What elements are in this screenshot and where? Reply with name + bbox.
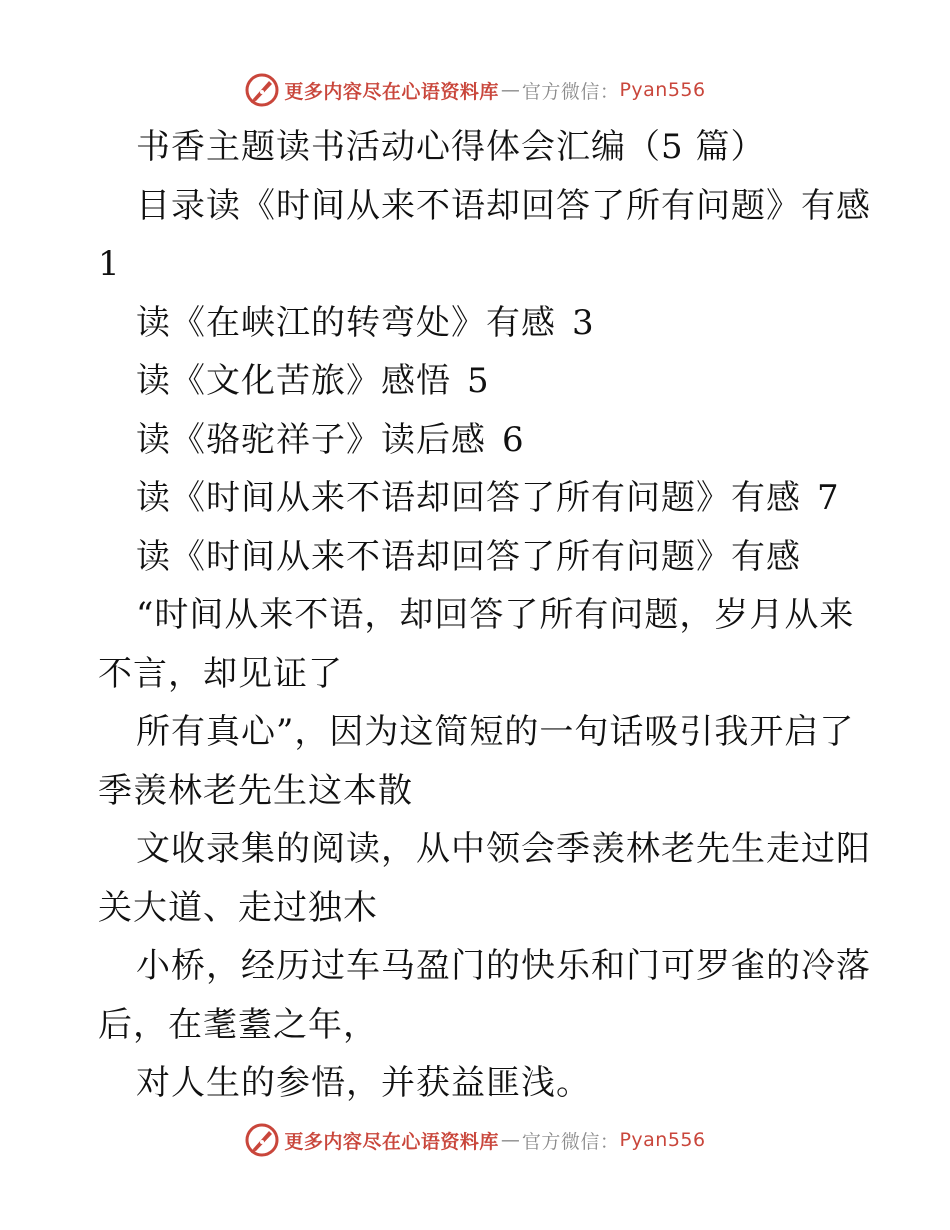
footer-banner <box>0 1118 950 1162</box>
quill-logo-icon <box>244 1122 280 1158</box>
banner-dash: — <box>500 1129 520 1151</box>
toc-entry <box>98 411 858 470</box>
section-title: 读《时间从来不语却回答了所有问题》有感 <box>136 536 801 577</box>
toc-entry <box>98 294 858 353</box>
toc-heading-page: 1 <box>98 244 121 284</box>
banner-dash: — <box>500 79 520 101</box>
quill-logo-icon <box>244 72 280 108</box>
toc-entry-title: 读《时间从来不语却回答了所有问题》有感 <box>136 478 801 518</box>
toc-heading-line: 目录读《时间从来不语却回答了所有问题》有感 <box>136 185 871 226</box>
paragraph-line: 对人生的参悟，并获益匪浅。 <box>136 1063 591 1103</box>
toc-entry-page: 5 <box>467 361 490 401</box>
toc-entry <box>98 469 858 528</box>
paragraph-line: “时间从来不语，却回答了所有问题，岁月从来 <box>136 595 855 635</box>
toc-entry <box>98 352 858 411</box>
header-banner <box>0 68 950 112</box>
document-title: 书香主题读书活动心得体会汇编（5 篇） <box>136 127 766 167</box>
toc-entry-title: 读《在峡江的转弯处》有感 <box>136 302 556 343</box>
banner-wechat-id: Pyan556 <box>619 1129 706 1151</box>
paragraph-line: 所有真心”，因为这简短的一句话吸引我开启了 <box>136 712 855 752</box>
paragraph-line: 小桥，经历过车马盈门的快乐和门可罗雀的冷落 <box>136 946 871 986</box>
paragraph-line: 关大道、走过独木 <box>98 887 378 928</box>
banner-wechat-id: Pyan556 <box>619 79 706 101</box>
banner-wechat-label: 官方微信： <box>521 1130 620 1153</box>
banner-wechat-label: 官方微信： <box>521 80 620 103</box>
paragraph-line: 文收录集的阅读，从中领会季羡林老先生走过阳 <box>136 829 871 869</box>
toc-entry-page: 6 <box>502 419 525 460</box>
paragraph-line: 不言，却见证了 <box>98 653 343 694</box>
document-body <box>98 118 871 1113</box>
toc-entry-title: 读《骆驼祥子》读后感 <box>136 419 486 460</box>
banner-slogan: 更多内容尽在心语资料库 <box>284 1130 499 1153</box>
paragraph-line: 季羡林老先生这本散 <box>98 770 413 811</box>
toc-entry-title: 读《文化苦旅》感悟 <box>136 361 451 401</box>
toc-entry-page: 3 <box>572 302 595 343</box>
toc-entry-page: 7 <box>817 478 840 518</box>
banner-slogan: 更多内容尽在心语资料库 <box>284 80 499 103</box>
paragraph-line: 后，在耄耋之年， <box>98 1004 378 1045</box>
